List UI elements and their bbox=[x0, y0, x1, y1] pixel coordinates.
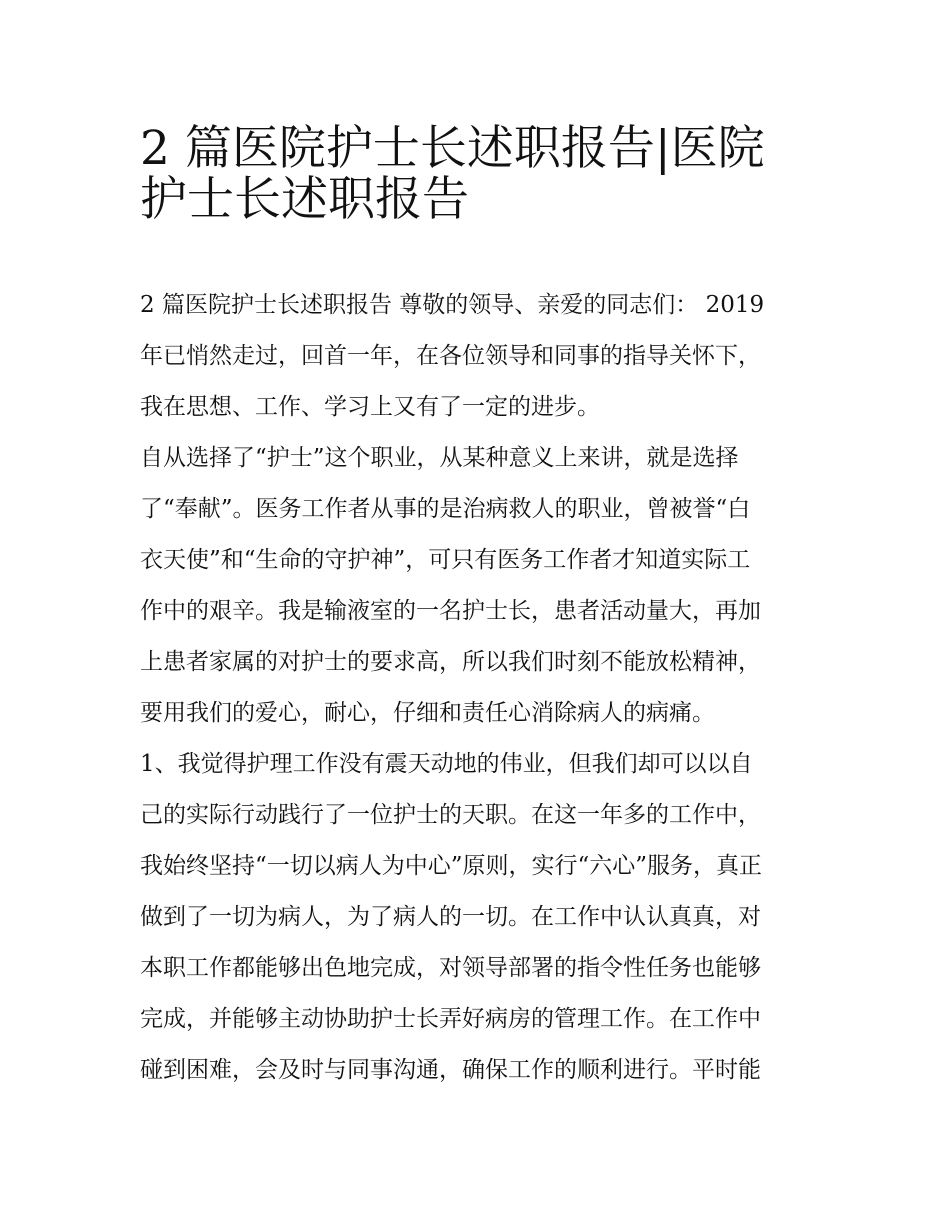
body-line: 自从选择了“护士”这个职业，从某种意义上来讲，就是选择 bbox=[140, 445, 739, 471]
body-line: 年已悄然走过，回首一年，在各位领导和同事的指导关怀下， bbox=[140, 343, 761, 369]
body-line: 碰到困难，会及时与同事沟通，确保工作的顺利进行。平时能 bbox=[140, 1057, 761, 1083]
body-line: 作中的艰辛。我是输液室的一名护士长，患者活动量大，再加 bbox=[140, 598, 761, 624]
body-line: 2 篇医院护士长述职报告 尊敬的领导、亲爱的同志们： 2019 bbox=[140, 292, 765, 318]
body-line: 我在思想、工作、学习上又有了一定的进步。 bbox=[140, 394, 600, 420]
document-body bbox=[140, 280, 830, 1096]
body-line: 本职工作都能够出色地完成，对领导部署的指令性任务也能够 bbox=[140, 955, 761, 981]
body-line: 1、我觉得护理工作没有震天动地的伟业，但我们却可以以自 bbox=[140, 751, 753, 777]
document-title bbox=[140, 112, 830, 227]
body-line: 完成，并能够主动协助护士长弄好病房的管理工作。在工作中 bbox=[140, 1006, 761, 1032]
body-line: 上患者家属的对护士的要求高，所以我们时刻不能放松精神， bbox=[140, 649, 761, 675]
body-line: 我始终坚持“一切以病人为中心”原则，实行“六心”服务，真正 bbox=[140, 853, 763, 879]
body-line: 衣天使”和“生命的守护神”，可只有医务工作者才知道实际工 bbox=[140, 547, 751, 573]
title-line: 护士长述职报告 bbox=[140, 172, 469, 227]
body-line: 要用我们的爱心，耐心，仔细和责任心消除病人的病痛。 bbox=[140, 700, 715, 726]
body-line: 了“奉献”。医务工作者从事的是治病救人的职业，曾被誉“白 bbox=[140, 496, 751, 522]
body-line: 做到了一切为病人，为了病人的一切。在工作中认认真真，对 bbox=[140, 904, 761, 930]
body-line: 己的实际行动践行了一位护士的天职。在这一年多的工作中， bbox=[140, 802, 761, 828]
title-line: 2 篇医院护士长述职报告|医院 bbox=[140, 121, 765, 176]
